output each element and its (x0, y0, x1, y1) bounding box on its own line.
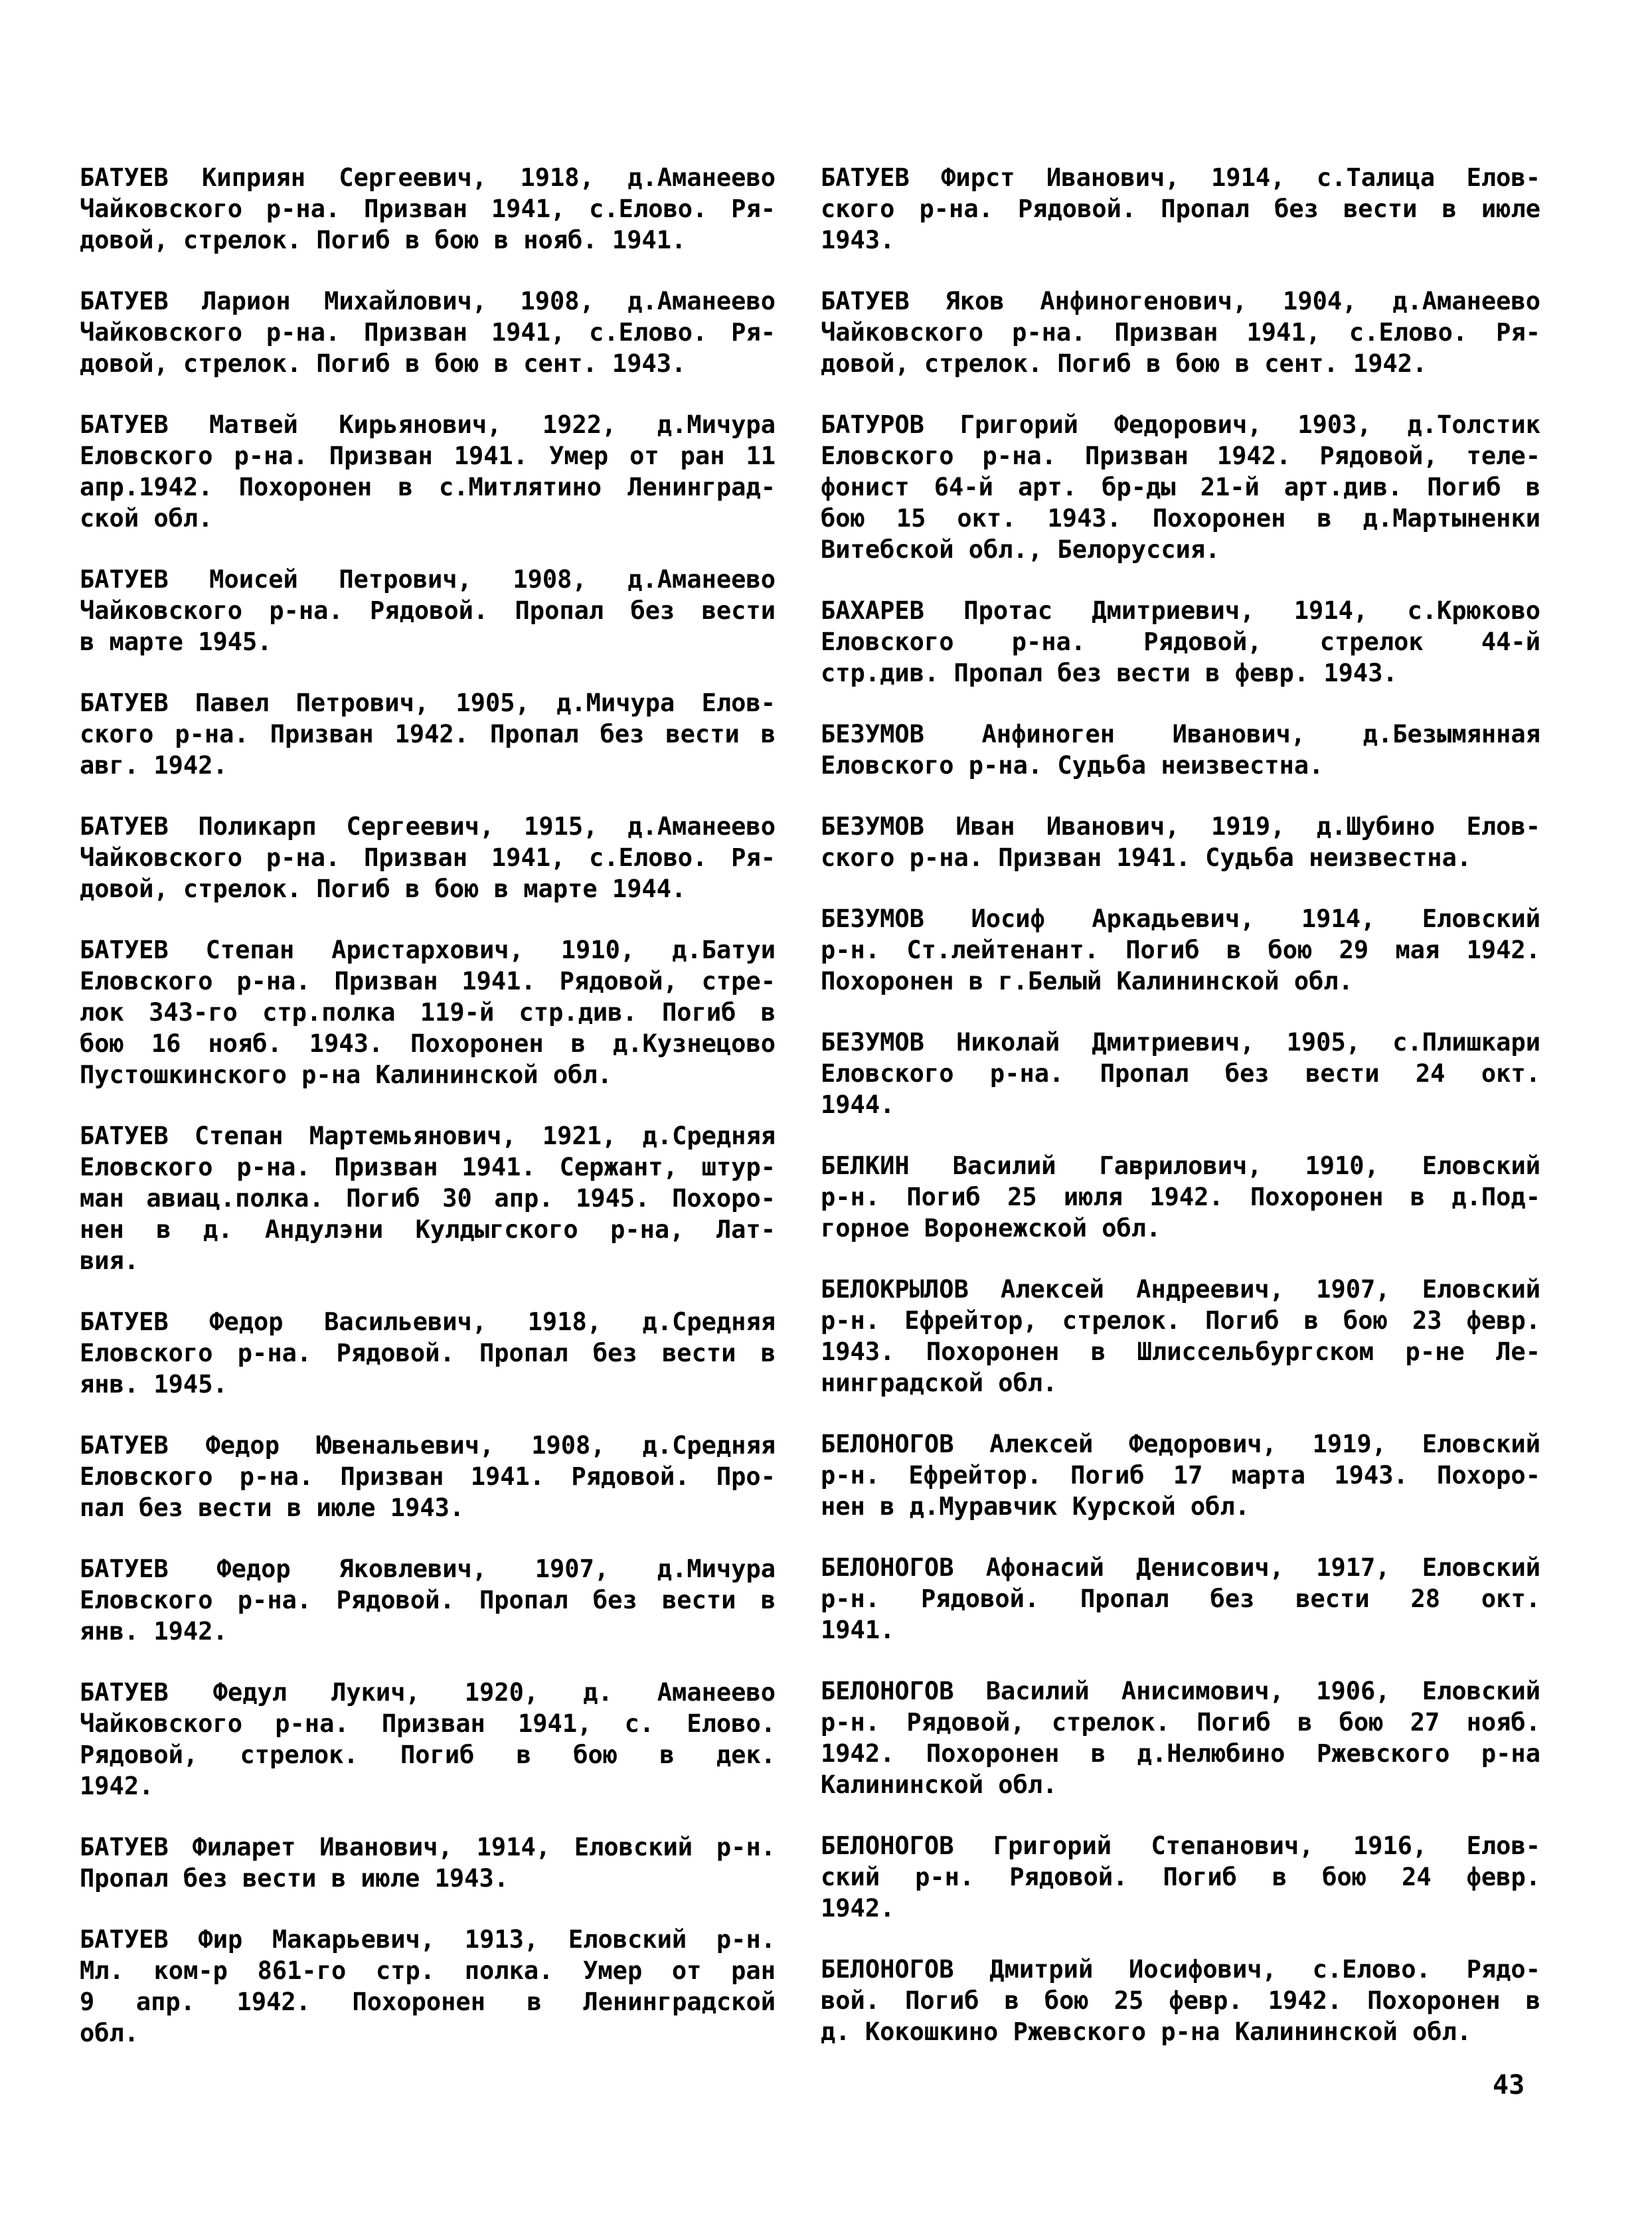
memorial-entry (80, 934, 776, 1090)
entry-line: р-н. Ст.лейтенант. Погиб в бою 29 мая 1942. (821, 936, 1540, 964)
entry-line: довой, стрелок. Погиб в бою в сент. 1943. (80, 349, 687, 378)
entry-line: БАТУЕВ Матвей Кирьянович, 1922, д.Мичура (80, 410, 776, 439)
entry-line: БАТУЕВ Степан Мартемьянович, 1921, д.Средняя (80, 1122, 776, 1150)
entry-line: Еловского р-на. Призван 1941. Сержант, штур- (80, 1153, 776, 1181)
entry-line: Еловского р-на. Судьба неизвестна. (821, 751, 1324, 780)
entry-line: БАТУЕВ Федор Ювенальевич, 1908, д.Средняя (80, 1431, 776, 1460)
entry-line: БЕЗУМОВ Анфиноген Иванович, д.Безымянная (821, 720, 1540, 748)
entry-line: Еловского р-на. Призван 1941. Умер от ран 11 (80, 442, 776, 470)
memorial-entry (821, 1150, 1540, 1244)
memorial-entry (821, 811, 1540, 873)
memorial-entry (80, 162, 776, 256)
entry-line: ской обл. (80, 504, 213, 533)
entry-line: р-н. Ефрейтор. Погиб 17 марта 1943. Похоро- (821, 1461, 1540, 1490)
entry-line: БАТУЕВ Ларион Михайлович, 1908, д.Аманеево (80, 287, 776, 315)
entry-line: Похоронен в г.Белый Калининской обл. (821, 967, 1353, 995)
entry-line: нен в д.Муравчик Курской обл. (821, 1492, 1250, 1521)
entry-line: фонист 64-й арт. бр-ды 21-й арт.див. Погиб в (821, 473, 1540, 501)
entry-line: БАТУЕВ Фирст Иванович, 1914, с.Талица Елов- (821, 163, 1540, 192)
memorial-entry (821, 1675, 1540, 1800)
entry-line: БЕЛОНОГОВ Василий Анисимович, 1906, Еловский (821, 1677, 1540, 1705)
memorial-entry (80, 1120, 776, 1276)
memorial-entry (821, 1274, 1540, 1399)
entry-line: 1942. Похоронен в д.Нелюбино Ржевского р-на (821, 1739, 1540, 1768)
memorial-entry (821, 719, 1540, 781)
entry-line: Еловского р-на. Рядовой, стрелок 44-й (821, 628, 1540, 656)
entry-line: БАТУЕВ Киприян Сергеевич, 1918, д.Аманеево (80, 163, 776, 192)
entry-line: БЕЛОНОГОВ Григорий Степанович, 1916, Елов- (821, 1832, 1540, 1860)
entry-line: довой, стрелок. Погиб в бою в марте 1944. (80, 875, 687, 903)
entry-line: янв. 1945. (80, 1370, 228, 1399)
entry-line: бою 15 окт. 1943. Похоронен в д.Мартыненки (821, 504, 1540, 533)
entry-line: нен в д. Андулэни Кулдыгского р-на, Лат- (80, 1215, 776, 1244)
entry-line: 1943. Похоронен в Шлиссельбургском р-не Ле- (821, 1337, 1540, 1366)
entry-line: нинградской обл. (821, 1369, 1058, 1397)
entry-line: Мл. ком-р 861-го стр. полка. Умер от ран (80, 1956, 776, 1985)
memorial-entry (821, 1552, 1540, 1646)
entry-line: Чайковского р-на. Призван 1941, с.Елово. Ря- (821, 318, 1540, 347)
entry-line: БАТУЕВ Федул Лукич, 1920, д. Аманеево (80, 1678, 776, 1707)
entry-line: 1942. (821, 1894, 895, 1923)
memorial-entry (821, 1027, 1540, 1120)
entry-line: р-н. Рядовой. Пропал без вести 28 окт. (821, 1584, 1540, 1613)
entry-line: Чайковского р-на. Призван 1941, с.Елово. Ря- (80, 843, 776, 872)
memorial-entry (80, 1430, 776, 1523)
entry-line: БЕЗУМОВ Иосиф Аркадьевич, 1914, Еловский (821, 904, 1540, 933)
entry-line: 1944. (821, 1090, 895, 1119)
entry-line: вой. Погиб в бою 25 февр. 1942. Похоронен в (821, 1986, 1540, 2015)
memorial-entry (80, 811, 776, 904)
entry-line: довой, стрелок. Погиб в бою в сент. 1942. (821, 349, 1428, 378)
entry-line: янв. 1942. (80, 1617, 228, 1646)
entry-line: ман авиац.полка. Погиб 30 апр. 1945. Похоро- (80, 1184, 776, 1213)
entry-line: 1943. (821, 226, 895, 254)
entry-line: Пропал без вести в июле 1943. (80, 1864, 509, 1893)
entry-line: ского р-на. Призван 1941. Судьба неизвестна. (821, 843, 1472, 872)
entry-line: Еловского р-на. Призван 1941. Рядовой. Про- (80, 1462, 776, 1491)
entry-line: апр.1942. Похоронен в с.Митлятино Ленинград- (80, 473, 776, 501)
entry-line: ского р-на. Рядовой. Пропал без вести в июле (821, 195, 1540, 223)
entry-line: р-н. Рядовой, стрелок. Погиб в бою 27 нояб. (821, 1708, 1540, 1737)
entry-line: БЕЛОКРЫЛОВ Алексей Андреевич, 1907, Еловский (821, 1275, 1540, 1304)
entry-line: БАТУЕВ Федор Васильевич, 1918, д.Средняя (80, 1308, 776, 1336)
entry-line: р-н. Ефрейтор, стрелок. Погиб в бою 23 февр. (821, 1306, 1540, 1335)
page-number: 43 (1493, 2070, 1525, 2100)
memorial-entry (80, 409, 776, 534)
entry-line: вия. (80, 1246, 139, 1275)
entry-line: Чайковского р-на. Призван 1941, с.Елово. Ря- (80, 318, 776, 347)
memorial-entry (80, 1924, 776, 2049)
entry-line: довой, стрелок. Погиб в бою в нояб. 1941. (80, 226, 687, 254)
entry-line: Чайковского р-на. Рядовой. Пропал без вести (80, 596, 776, 625)
memorial-entry (821, 162, 1540, 256)
memorial-entry (80, 286, 776, 379)
memorial-entry (80, 1553, 776, 1647)
entry-line: горное Воронежской обл. (821, 1214, 1161, 1242)
entry-line: в марте 1945. (80, 628, 272, 656)
entry-line: Еловского р-на. Рядовой. Пропал без вести в (80, 1339, 776, 1367)
entry-line: Еловского р-на. Призван 1942. Рядовой, теле- (821, 442, 1540, 470)
entry-line: БАТУЕВ Федор Яковлевич, 1907, д.Мичура (80, 1555, 776, 1583)
entry-line: БАТУЕВ Яков Анфиногенович, 1904, д.Аманеево (821, 287, 1540, 315)
entry-line: БАТУЕВ Фир Макарьевич, 1913, Еловский р-н. (80, 1925, 776, 1954)
entry-line: Пустошкинского р-на Калининской обл. (80, 1061, 612, 1089)
entry-line: лок 343-го стр.полка 119-й стр.див. Погиб в (80, 998, 776, 1027)
memorial-entry (80, 1677, 776, 1802)
memorial-entry (821, 595, 1540, 689)
entry-line: БАТУЕВ Моисей Петрович, 1908, д.Аманеево (80, 565, 776, 594)
entry-line: авг. 1942. (80, 751, 228, 780)
entry-line: д. Кокошкино Ржевского р-на Калининской обл. (821, 2017, 1472, 2046)
memorial-entry (80, 687, 776, 781)
memorial-entry (821, 1954, 1540, 2047)
entry-line: 9 апр. 1942. Похоронен в Ленинградской (80, 1988, 776, 2016)
memorial-entry (80, 1306, 776, 1400)
entry-line: бою 16 нояб. 1943. Похоронен в д.Кузнецово (80, 1029, 776, 1058)
entry-line: Калининской обл. (821, 1770, 1058, 1799)
memorial-entry (821, 1830, 1540, 1924)
entry-line: БЕЗУМОВ Николай Дмитриевич, 1905, с.Плишкари (821, 1028, 1540, 1057)
entry-line: стр.див. Пропал без вести в февр. 1943. (821, 659, 1398, 687)
entry-line: БАХАРЕВ Протас Дмитриевич, 1914, с.Крюково (821, 596, 1540, 625)
left-column (80, 162, 776, 2079)
entry-line: обл. (80, 2019, 139, 2047)
memorial-entry (821, 286, 1540, 379)
memorial-entry (80, 564, 776, 657)
entry-line: Витебской обл., Белоруссия. (821, 535, 1220, 564)
entry-line: БЕЛОНОГОВ Афонасий Денисович, 1917, Еловский (821, 1553, 1540, 1582)
entry-line: Еловского р-на. Пропал без вести 24 окт. (821, 1059, 1540, 1088)
entry-line: ского р-на. Призван 1942. Пропал без вести в (80, 720, 776, 748)
entry-line: пал без вести в июле 1943. (80, 1494, 465, 1522)
memorial-entry (821, 903, 1540, 997)
entry-line: БАТУЕВ Филарет Иванович, 1914, Еловский р-н. (80, 1833, 776, 1861)
entry-line: Чайковского р-на. Призван 1941, с. Елово. (80, 1709, 776, 1738)
entry-line: Еловского р-на. Рядовой. Пропал без вести в (80, 1586, 776, 1614)
entry-line: р-н. Погиб 25 июля 1942. Похоронен в д.Под- (821, 1183, 1540, 1211)
memorial-entry (80, 1832, 776, 1894)
entry-line: БЕЛОНОГОВ Дмитрий Иосифович, с.Елово. Рядо- (821, 1955, 1540, 1984)
entry-line: БЕЛКИН Василий Гаврилович, 1910, Еловский (821, 1152, 1540, 1180)
entry-line: Еловского р-на. Призван 1941. Рядовой, стре- (80, 967, 776, 995)
entry-line: БЕЛОНОГОВ Алексей Федорович, 1919, Еловский (821, 1430, 1540, 1458)
entry-line: 1941. (821, 1616, 895, 1644)
entry-line: ский р-н. Рядовой. Погиб в бою 24 февр. (821, 1863, 1540, 1891)
entry-line: БАТУЕВ Степан Аристархович, 1910, д.Батуи (80, 936, 776, 964)
entry-line: БЕЗУМОВ Иван Иванович, 1919, д.Шубино Елов- (821, 812, 1540, 841)
entry-line: Чайковского р-на. Призван 1941, с.Елово. Ря- (80, 195, 776, 223)
entry-line: БАТУЕВ Поликарп Сергеевич, 1915, д.Аманеево (80, 812, 776, 841)
entry-line: Рядовой, стрелок. Погиб в бою в дек. (80, 1741, 776, 1769)
memorial-entry (821, 1428, 1540, 1522)
entry-line: БАТУЕВ Павел Петрович, 1905, д.Мичура Елов- (80, 689, 776, 717)
memorial-entry (821, 409, 1540, 565)
entry-line: БАТУРОВ Григорий Федорович, 1903, д.Толстик (821, 410, 1540, 439)
entry-line: 1942. (80, 1772, 154, 1800)
right-column (821, 162, 1540, 2077)
